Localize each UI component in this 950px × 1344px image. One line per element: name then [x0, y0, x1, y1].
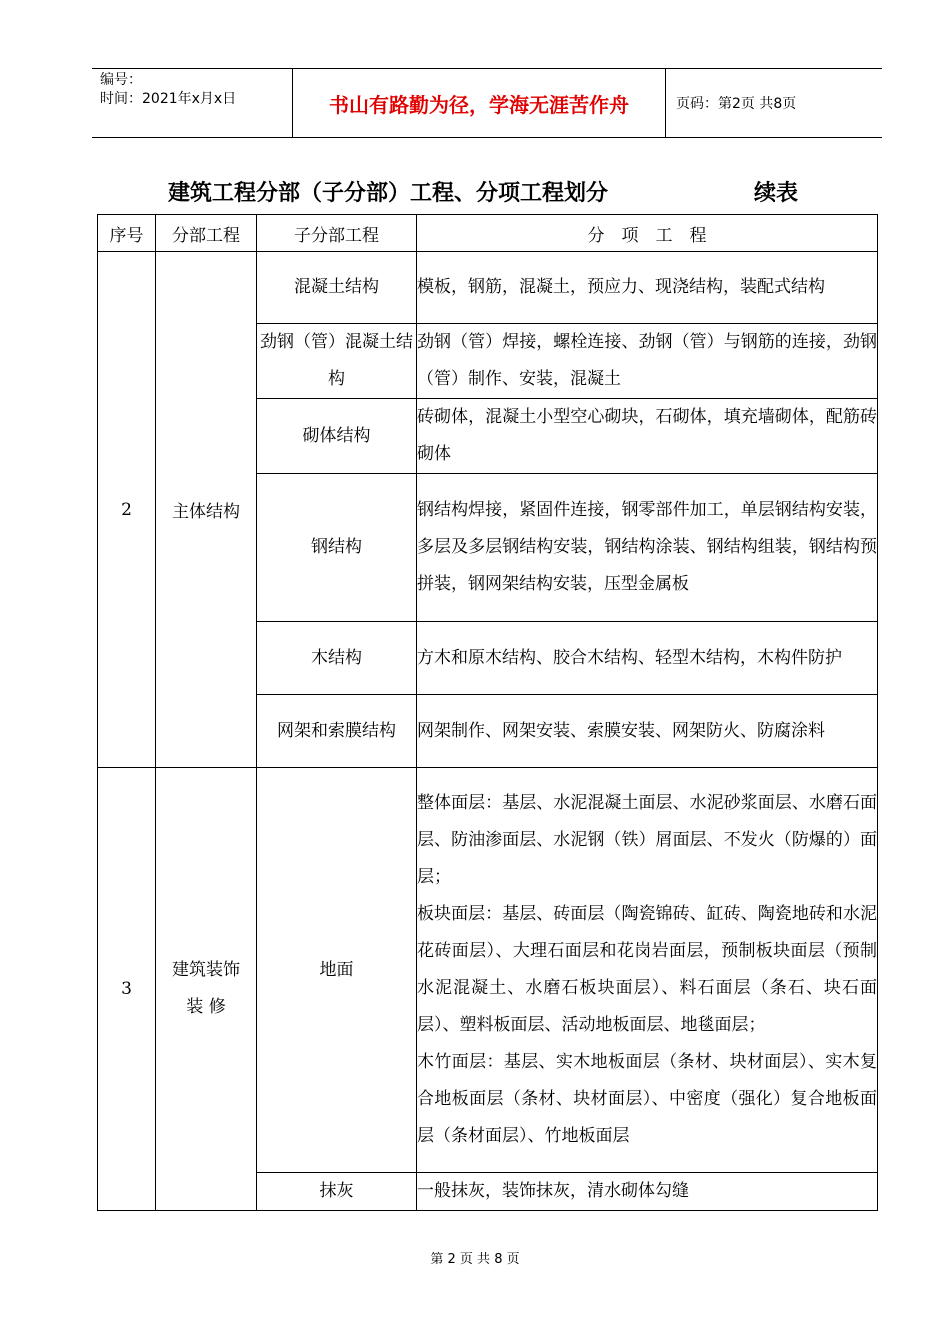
table-row	[98, 252, 878, 324]
header-motto: 书山有路勤为径，学海无涯苦作舟	[329, 92, 629, 117]
page-header	[92, 68, 882, 138]
item-paragraph: 整体面层：基层、水泥混凝土面层、水泥砂浆面层、水磨石面层、防油渗面层、水泥钢（铁）屑面层、不发火（防爆的）面层；	[417, 793, 877, 887]
col-header-subdivision: 子分部工程	[257, 215, 417, 252]
item-list: 模板，钢筋，混凝土，预应力、现浇结构，装配式结构	[417, 252, 878, 324]
table-header-row	[98, 215, 878, 252]
header-page-info: 页码：第2页 共8页	[676, 96, 797, 112]
subdivision-name: 抹灰	[257, 1173, 417, 1211]
item-list: 钢结构焊接，紧固件连接，钢零部件加工，单层钢结构安装，多层及多层钢结构安装，钢结构涂装、钢结构组装，钢结构预拼装，钢网架结构安装，压型金属板	[417, 474, 878, 622]
col-header-num: 序号	[98, 215, 156, 252]
division-name-line2: 装 修	[186, 997, 226, 1017]
document-title: 建筑工程分部（子分部）工程、分项工程划分	[168, 180, 609, 206]
item-list	[417, 768, 878, 1173]
subdivision-name: 木结构	[257, 622, 417, 695]
item-paragraph: 木竹面层：基层、实木地板面层（条材、块材面层）、实木复合地板面层（条材、块材面层）、中密度（强化）复合地板面层（条材面层）、竹地板面层	[417, 1052, 877, 1146]
division-table	[97, 214, 878, 1211]
division-name: 主体结构	[156, 252, 257, 768]
item-paragraph: 板块面层：基层、砖面层（陶瓷锦砖、缸砖、陶瓷地砖和水泥花砖面层）、大理石面层和花岗岩面层，预制板块面层（预制水泥混凝土、水磨石板块面层）、料石面层（条石、块石面层）、塑料板面层、活动地板面层、地毯面层；	[417, 904, 877, 1035]
item-list: 网架制作、网架安装、索膜安装、网架防火、防腐涂料	[417, 695, 878, 768]
item-list: 砖砌体，混凝土小型空心砌块，石砌体，填充墙砌体，配筋砖砌体	[417, 399, 878, 474]
item-list: 一般抹灰，装饰抹灰，清水砌体勾缝	[417, 1173, 878, 1211]
division-name-line1: 建筑装饰	[172, 960, 240, 980]
header-divider	[665, 69, 666, 137]
item-list: 方木和原木结构、胶合木结构、轻型木结构，木构件防护	[417, 622, 878, 695]
subdivision-name: 地面	[257, 768, 417, 1173]
subdivision-name: 钢结构	[257, 474, 417, 622]
subdivision-name: 砌体结构	[257, 399, 417, 474]
code-label: 编号：	[100, 72, 142, 88]
table-row	[98, 768, 878, 1173]
title-row	[98, 176, 876, 210]
row-number: 3	[98, 768, 156, 1211]
header-meta	[100, 71, 290, 109]
page-footer: 第 2 页 共 8 页	[430, 1252, 520, 1267]
col-header-division: 分部工程	[156, 215, 257, 252]
col-header-items: 分 项 工 程	[417, 215, 878, 252]
subdivision-name: 网架和索膜结构	[257, 695, 417, 768]
continued-label: 续表	[754, 180, 799, 206]
time-label: 时间：2021年x月x日	[100, 91, 237, 107]
division-name	[156, 768, 257, 1211]
subdivision-name: 劲钢（管）混凝土结构	[257, 324, 417, 399]
subdivision-name: 混凝土结构	[257, 252, 417, 324]
item-list: 劲钢（管）焊接，螺栓连接、劲钢（管）与钢筋的连接，劲钢（管）制作、安装，混凝土	[417, 324, 878, 399]
row-number: 2	[98, 252, 156, 768]
